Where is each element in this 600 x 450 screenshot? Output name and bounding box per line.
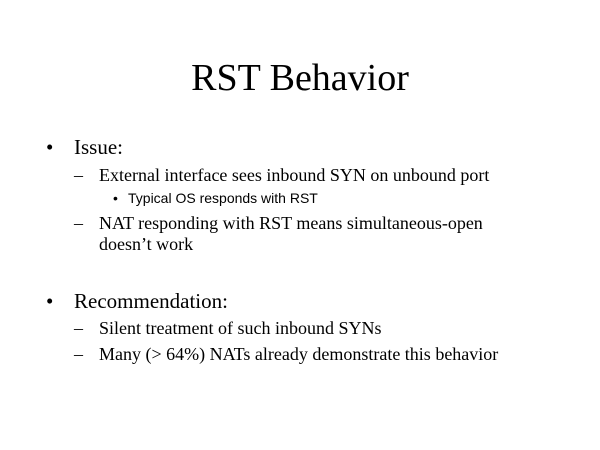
issue-item-2-line1: NAT responding with RST means simultaneous-open <box>99 213 483 233</box>
recommendation-item-2: Many (> 64%) NATs already demonstrate this behavior <box>99 344 499 364</box>
issue-item-2-line2: doesn’t work <box>99 234 194 254</box>
dash-marker: – <box>74 213 83 233</box>
dash-marker: – <box>74 318 83 338</box>
bullet-level1: • <box>46 135 54 159</box>
dash-marker: – <box>74 165 83 185</box>
section-heading-issue: Issue: <box>74 135 123 159</box>
slide-title: RST Behavior <box>191 57 409 99</box>
bullet-level3: • <box>113 190 118 206</box>
bullet-level1: • <box>46 289 54 313</box>
dash-marker: – <box>74 344 83 364</box>
section-heading-recommendation: Recommendation: <box>74 289 228 313</box>
issue-item-1: External interface sees inbound SYN on unbound port <box>99 165 490 185</box>
issue-subitem-1: Typical OS responds with RST <box>128 190 318 206</box>
recommendation-item-1: Silent treatment of such inbound SYNs <box>99 318 382 338</box>
